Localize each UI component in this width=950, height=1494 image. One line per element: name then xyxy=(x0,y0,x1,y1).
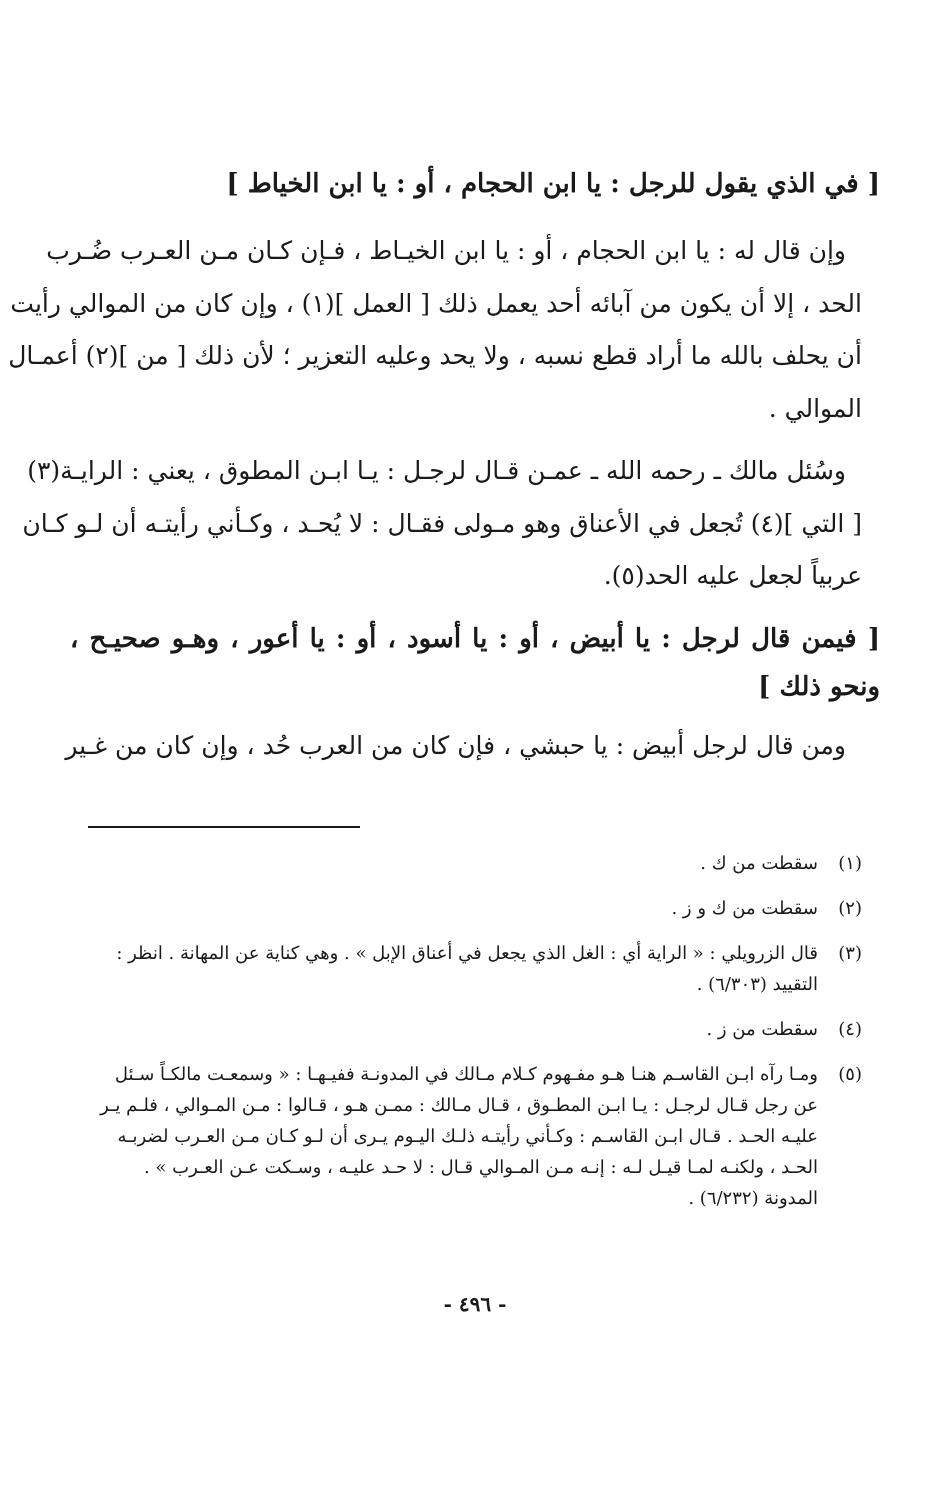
footnote-line: الحـد ، ولكنـه لمـا قيـل لـه : إنـه مـن المـوالي قـال : لا حـد عليـه ، وسـكت عـن العـرب » . xyxy=(143,1157,818,1178)
paragraph-2 xyxy=(22,445,862,603)
text-line: عربياً لجعل عليه الحد(٥). xyxy=(603,561,862,590)
footnote-2 xyxy=(70,893,862,924)
footnote-number: (١) xyxy=(838,853,862,874)
footnote-line: ومـا رآه ابـن القاسـم هنـا هـو مفـهوم كـلام مـالك في المدونـة ففيـهـا : « وسمعـت مالكـاً سـئل xyxy=(114,1064,818,1085)
footnote-number: (٢) xyxy=(838,898,862,919)
text-line: [ التي ](٤) تُجعل في الأعناق وهو مـولى فقـال : لا يُحـد ، وكـأني رأيتـه أن لـو كـان xyxy=(22,508,862,538)
footnote-line: سقطت من ز . xyxy=(706,1019,818,1040)
page-number: - ٤٩٦ - xyxy=(443,1292,507,1316)
footnote-number: (٤) xyxy=(838,1019,862,1040)
footnote-line: المدونة (٦/٢٣٢) . xyxy=(688,1188,818,1209)
footnote-4 xyxy=(70,1014,862,1045)
paragraph-1 xyxy=(8,225,862,435)
section-heading-1: [ في الذي يقول للرجل : يا ابن الحجام ، أو : يا ابن الخياط ] xyxy=(226,169,880,199)
footnote-line: عليـه الحـد . قـال ابـن القاسـم : وكـأني رأيتـه ذلـك اليـوم يـرى أن لـو كـان مـن العـرب لضربـه xyxy=(117,1126,818,1147)
text-line: الموالي . xyxy=(768,393,862,423)
footnote-number: (٥) xyxy=(838,1064,862,1085)
footnote-3 xyxy=(70,938,862,1000)
footnote-line: التقييد (٦/٣٠٣) . xyxy=(696,974,818,995)
footnote-number: (٣) xyxy=(838,943,862,964)
footnote-1 xyxy=(70,848,862,879)
footnote-line: عن رجل قـال لرجـل : يـا ابـن المطـوق ، قـال مـالك : ممـن هـو ، قـالوا : مـن المـوالي ، فلـم يـر xyxy=(100,1095,818,1116)
text-line: ومن قال لرجل أبيض : يا حبشي ، فإن كان من العرب حُد ، وإن كان من غـير xyxy=(65,731,846,760)
footnote-line: قال الزرويلي : « الراية أي : الغل الذي يجعل في أعناق الإبل » . وهي كناية عن المهانة . انظر : xyxy=(116,943,818,964)
footnote-line: سقطت من ك . xyxy=(700,853,818,874)
text-line: أن يحلف بالله ما أراد قطع نسبه ، ولا يحد وعليه التعزير ؛ لأن ذلك [ من ](٢) أعمـال xyxy=(8,341,862,370)
text-line: وسُئل مالك ـ رحمه الله ـ عمـن قـال لرجـل : يـا ابـن المطوق ، يعني : الرايـة(٣) xyxy=(27,456,846,485)
paragraph-3 xyxy=(65,720,862,773)
footnote-line: سقطت من ك و ز . xyxy=(671,898,818,919)
footnote-separator xyxy=(88,826,360,828)
footnotes xyxy=(70,848,862,1228)
footnote-5 xyxy=(70,1059,862,1214)
text-line: الحد ، إلا أن يكون من آبائه أحد يعمل ذلك [ العمل ](١) ، وإن كان من الموالي رأيت xyxy=(10,288,862,318)
text-line: وإن قال له : يا ابن الحجام ، أو : يا ابن الخيـاط ، فـإن كـان مـن العـرب ضُـرب xyxy=(46,236,846,265)
section-heading-2: [ فيمن قال لرجل : يا أبيض ، أو : يا أسود ، أو : يا أعور ، وهـو صحيـح ، ونحو ذلك ] xyxy=(70,624,881,702)
